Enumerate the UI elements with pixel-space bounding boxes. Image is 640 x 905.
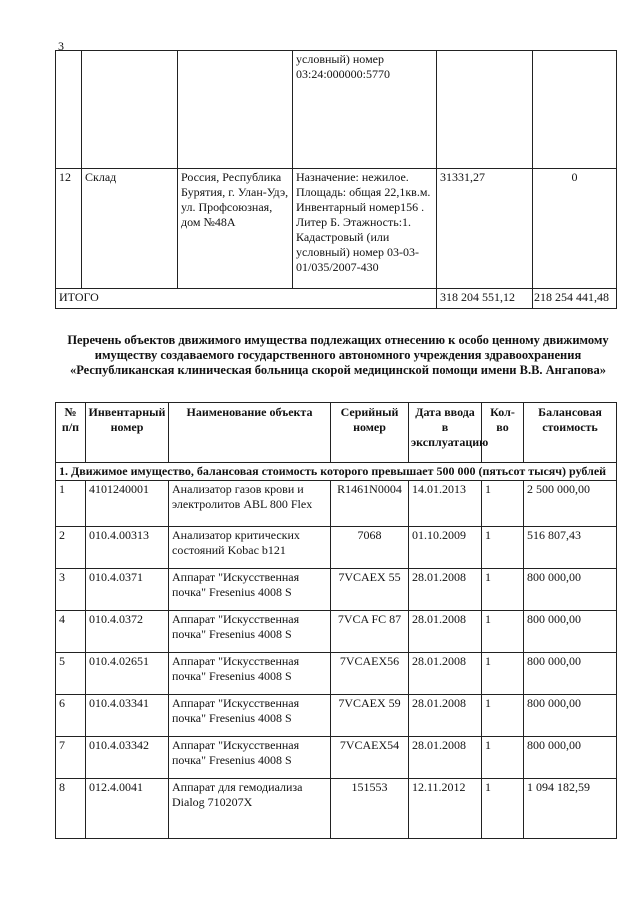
header-date: Дата ввода в эксплуатацию bbox=[409, 403, 482, 463]
table-row bbox=[56, 779, 617, 839]
object-name: Аппарат "Искусственная почка" Fresenius 4008 S bbox=[169, 737, 331, 779]
inventory-number: 010.4.03342 bbox=[86, 737, 169, 779]
row-number: 1 bbox=[56, 481, 86, 527]
header-num: № п/п bbox=[56, 403, 86, 463]
quantity: 1 bbox=[482, 737, 524, 779]
header-qty: Кол-во bbox=[482, 403, 524, 463]
table-row bbox=[56, 169, 617, 289]
rows-body bbox=[56, 481, 617, 839]
object-name: Анализатор критических состояний Kobac b121 bbox=[169, 527, 331, 569]
balance-value: 800 000,00 bbox=[524, 737, 617, 779]
object-address: Россия, Республика Бурятия, г. Улан-Удэ, ул. Профсоюзная, дом №48А bbox=[178, 169, 293, 289]
object-name: Аппарат для гемодиализа Dialog 710207X bbox=[169, 779, 331, 839]
table-row bbox=[56, 695, 617, 737]
row-number: 2 bbox=[56, 527, 86, 569]
value-1: 31331,27 bbox=[437, 169, 533, 289]
header-inventory: Инвентарный номер bbox=[86, 403, 169, 463]
serial-number: 7VCAEX 59 bbox=[331, 695, 409, 737]
quantity: 1 bbox=[482, 481, 524, 527]
commission-date: 14.01.2013 bbox=[409, 481, 482, 527]
balance-value: 800 000,00 bbox=[524, 611, 617, 653]
table-row bbox=[56, 653, 617, 695]
total-label: ИТОГО bbox=[56, 289, 437, 309]
balance-value: 516 807,43 bbox=[524, 527, 617, 569]
balance-value: 800 000,00 bbox=[524, 653, 617, 695]
object-name: Аппарат "Искусственная почка" Fresenius 4008 S bbox=[169, 611, 331, 653]
total-row bbox=[56, 289, 617, 309]
header-name: Наименование объекта bbox=[169, 403, 331, 463]
header-serial: Серийный номер bbox=[331, 403, 409, 463]
commission-date: 12.11.2012 bbox=[409, 779, 482, 839]
total-value-2: 218 254 441,48 bbox=[533, 289, 617, 309]
inventory-number: 010.4.03341 bbox=[86, 695, 169, 737]
serial-number: R1461N0004 bbox=[331, 481, 409, 527]
cell bbox=[178, 51, 293, 169]
object-name: Аппарат "Искусственная почка" Fresenius 4008 S bbox=[169, 653, 331, 695]
table-row bbox=[56, 569, 617, 611]
real-estate-table bbox=[55, 50, 617, 309]
movable-property-table bbox=[55, 402, 617, 839]
commission-date: 28.01.2008 bbox=[409, 569, 482, 611]
commission-date: 28.01.2008 bbox=[409, 611, 482, 653]
row-number: 4 bbox=[56, 611, 86, 653]
serial-number: 7VCAEX54 bbox=[331, 737, 409, 779]
page-number: 3 bbox=[58, 39, 64, 53]
table-row bbox=[56, 51, 617, 169]
commission-date: 01.10.2009 bbox=[409, 527, 482, 569]
row-number: 8 bbox=[56, 779, 86, 839]
row-number: 3 bbox=[56, 569, 86, 611]
serial-number: 7VCAEX 55 bbox=[331, 569, 409, 611]
serial-number: 7VCAEX56 bbox=[331, 653, 409, 695]
object-name: Склад bbox=[82, 169, 178, 289]
quantity: 1 bbox=[482, 611, 524, 653]
section-title: 1. Движимое имущество, балансовая стоимость которого превышает 500 000 (пятьсот тысяч) рублей bbox=[56, 463, 617, 481]
cell bbox=[437, 51, 533, 169]
header-balance: Балансовая стоимость bbox=[524, 403, 617, 463]
object-name: Анализатор газов крови и электролитов ABL 800 Flex bbox=[169, 481, 331, 527]
commission-date: 28.01.2008 bbox=[409, 737, 482, 779]
quantity: 1 bbox=[482, 779, 524, 839]
description-cell: условный) номер 03:24:000000:5770 bbox=[293, 51, 437, 169]
section-row bbox=[56, 463, 617, 481]
balance-value: 800 000,00 bbox=[524, 569, 617, 611]
table-row bbox=[56, 737, 617, 779]
row-number: 7 bbox=[56, 737, 86, 779]
cell bbox=[533, 51, 617, 169]
quantity: 1 bbox=[482, 695, 524, 737]
section-heading: Перечень объектов движимого имущества подлежащих отнесению к особо ценному движимому имуществу создаваемого государственного автономного учреждения здравоохранения «Республиканская клиническая больница скорой медицинской помощи имени В.В. Ангапова» bbox=[67, 333, 609, 377]
quantity: 1 bbox=[482, 569, 524, 611]
inventory-number: 010.4.0372 bbox=[86, 611, 169, 653]
row-number: 6 bbox=[56, 695, 86, 737]
value-2: 0 bbox=[533, 169, 617, 289]
serial-number: 151553 bbox=[331, 779, 409, 839]
header-row bbox=[56, 403, 617, 463]
object-name: Аппарат "Искусственная почка" Fresenius 4008 S bbox=[169, 569, 331, 611]
inventory-number: 010.4.00313 bbox=[86, 527, 169, 569]
balance-value: 1 094 182,59 bbox=[524, 779, 617, 839]
table-row bbox=[56, 611, 617, 653]
table-row bbox=[56, 481, 617, 527]
commission-date: 28.01.2008 bbox=[409, 653, 482, 695]
row-number: 12 bbox=[56, 169, 82, 289]
cell bbox=[82, 51, 178, 169]
cell bbox=[56, 51, 82, 169]
total-value-1: 318 204 551,12 bbox=[437, 289, 533, 309]
commission-date: 28.01.2008 bbox=[409, 695, 482, 737]
object-name: Аппарат "Искусственная почка" Fresenius 4008 S bbox=[169, 695, 331, 737]
row-number: 5 bbox=[56, 653, 86, 695]
quantity: 1 bbox=[482, 527, 524, 569]
table-row bbox=[56, 527, 617, 569]
balance-value: 2 500 000,00 bbox=[524, 481, 617, 527]
serial-number: 7VCA FC 87 bbox=[331, 611, 409, 653]
inventory-number: 010.4.0371 bbox=[86, 569, 169, 611]
serial-number: 7068 bbox=[331, 527, 409, 569]
object-description: Назначение: нежилое. Площадь: общая 22,1кв.м. Инвентарный номер156 . Литер Б. Этажность:1. Кадастровый (или условный) номер 03-03-01/035/2007-430 bbox=[293, 169, 437, 289]
inventory-number: 4101240001 bbox=[86, 481, 169, 527]
balance-value: 800 000,00 bbox=[524, 695, 617, 737]
quantity: 1 bbox=[482, 653, 524, 695]
inventory-number: 012.4.0041 bbox=[86, 779, 169, 839]
inventory-number: 010.4.02651 bbox=[86, 653, 169, 695]
